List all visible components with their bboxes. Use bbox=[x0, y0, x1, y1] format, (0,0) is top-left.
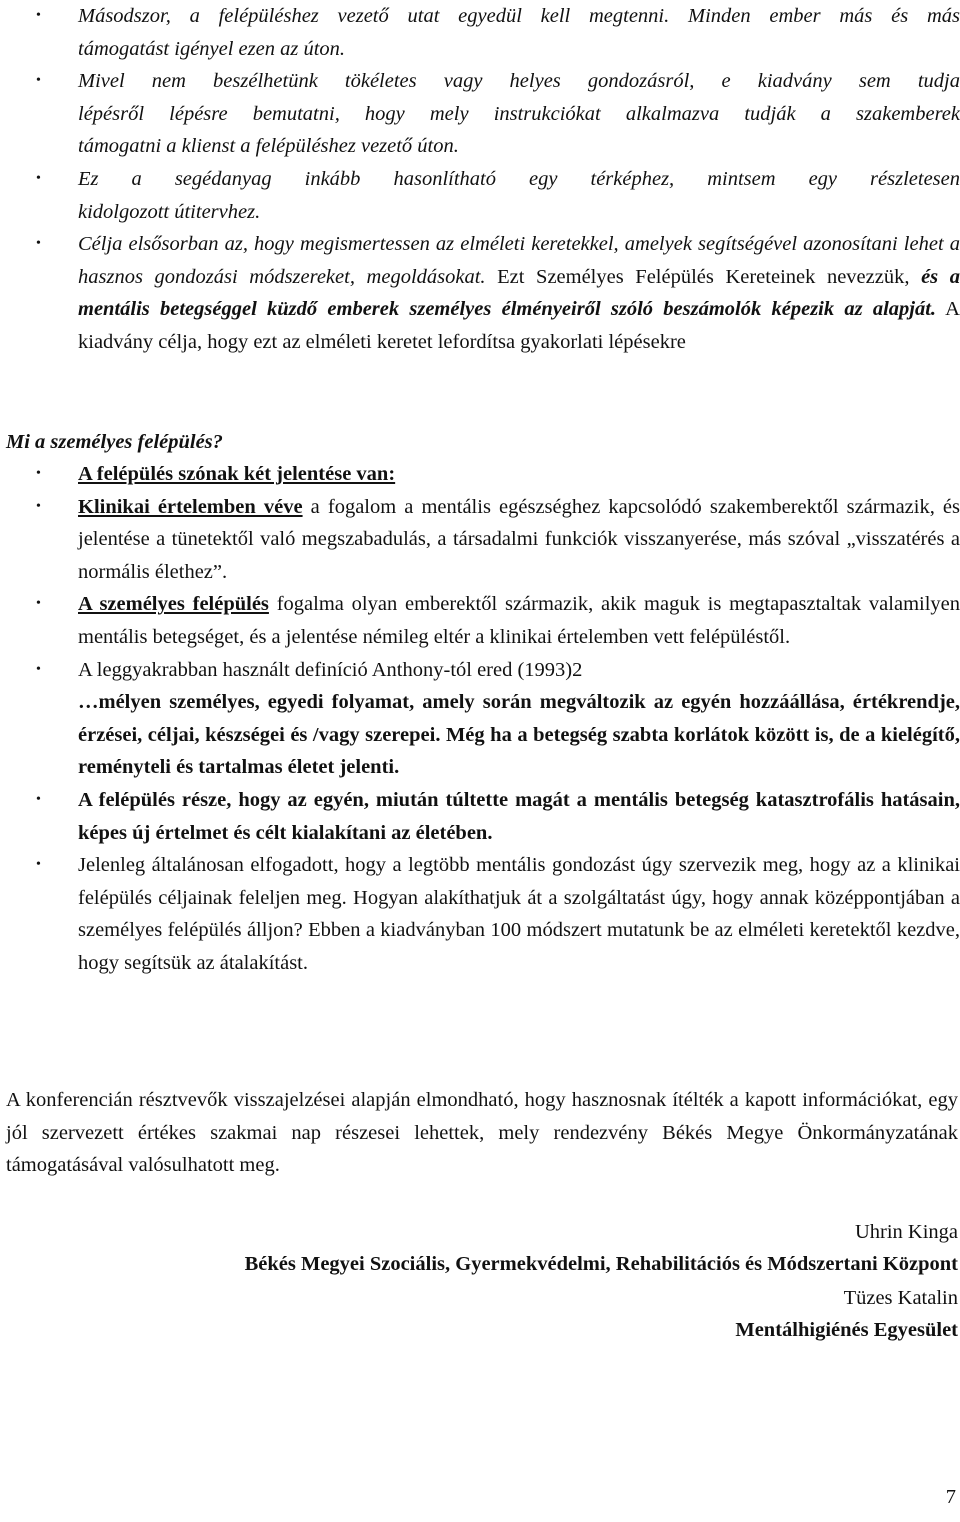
bullet-icon: • bbox=[36, 857, 41, 873]
list-item bbox=[0, 654, 960, 784]
list-item bbox=[0, 0, 960, 65]
bullet-icon: • bbox=[36, 498, 41, 514]
text-run: A kiadvány célja, hogy ezt az elméleti keretet lefordítsa gyakorlati lépésekre bbox=[78, 298, 960, 353]
list-item bbox=[0, 458, 960, 491]
text-run-bold: és a mentális betegséggel küzdő emberek személyes élményeiről szóló beszámolók képezik az alapját. bbox=[78, 265, 960, 321]
definition-bullet-list bbox=[0, 458, 960, 980]
text-run: a fogalom a mentális egészséghez kapcsolódó szakemberektől származik, és jelentése a tünetektől való megszabadulás, a társadalmi funkciók visszanyerése, más szóval „visszatérés a normális élethez”. bbox=[78, 495, 960, 583]
signature-name: Tüzes Katalin bbox=[843, 1287, 958, 1309]
list-item bbox=[0, 65, 960, 163]
bullet-icon: • bbox=[36, 791, 41, 807]
bullet-icon: • bbox=[36, 73, 41, 89]
intro-bullet-list bbox=[0, 0, 960, 359]
text-run: Ezt Személyes Felépülés Kereteinek nevezzük, bbox=[485, 265, 922, 288]
list-item bbox=[0, 491, 960, 589]
bullet-icon: • bbox=[36, 596, 41, 612]
text-line: Másodszor, a felépüléshez vezető utat egyedül kell megtenni. Minden ember más és más bbox=[78, 5, 960, 27]
text-line: lépésről lépésre bemutatni, hogy mely instrukciókat alkalmazva tudják a szakemberek bbox=[78, 102, 960, 125]
bullet-icon: • bbox=[36, 8, 41, 23]
signature-organization: Békés Megyei Szociális, Gyermekvédelmi, Rehabilitációs és Módszertani Központ bbox=[244, 1253, 958, 1275]
closing-paragraph: A konferencián résztvevők visszajelzései alapján elmondható, hogy hasznosnak ítélték a kapott információkat, egy jól szervezett értékes szakmai nap részesei lehettek, mely rendezvény Békés Megye Önkormányzatának támogatásával valósulhatott meg. bbox=[6, 1089, 958, 1177]
list-item bbox=[0, 784, 960, 849]
text-line: Mivel nem beszélhetünk tökéletes vagy helyes gondozásról, e kiadvány sem tudja bbox=[78, 70, 960, 93]
text-run: Célja elsősorban az, hogy megismertessen az elméleti keretekkel, amelyek segítségével azonosítani lehet a hasznos gondozási módszereket, megoldásokat. bbox=[78, 233, 960, 288]
text-run-bold: A felépülés szónak két jelentése van: bbox=[78, 463, 396, 485]
quote-text: …mélyen személyes, egyedi folyamat, amely során megváltozik az egyén hozzáállása, értékrendje, érzései, céljai, készségei és /vagy szerepei. Még ha a betegség szabta korlátok között is, de a kielégítő, reményteli és tartalmas életet jelenti. bbox=[78, 691, 960, 779]
text-line: támogatást igényel ezen az úton. bbox=[78, 37, 346, 60]
text-run: Jelenleg általánosan elfogadott, hogy a legtöbb mentális gondozást úgy szervezik meg, hogy az a klinikai felépülés céljainak feleljen meg. Hogyan alakíthatjuk át a szolgáltatást úgy, hogy annak középpontjában a személyes felépülés álljon? Ebben a kiadványban 100 módszert mutatunk be az elméleti keretektől kezdve, hogy segítsük az átalakítást. bbox=[78, 854, 960, 974]
list-item bbox=[0, 849, 960, 979]
bullet-icon: • bbox=[36, 466, 41, 481]
bullet-icon: • bbox=[36, 170, 41, 186]
bullet-icon: • bbox=[36, 236, 41, 252]
list-item bbox=[0, 228, 960, 358]
signature-organization: Mentálhigiénés Egyesület bbox=[735, 1319, 958, 1341]
bullet-icon: • bbox=[36, 661, 41, 677]
text-run: fogalma olyan emberektől származik, akik maguk is megtapasztaltak valamilyen mentális betegséget, és a jelentése némileg eltér a klinikai értelemben vett felépüléstől. bbox=[78, 593, 960, 648]
text-line: kidolgozott útitervhez. bbox=[78, 200, 261, 223]
text-run: A leggyakrabban használt definíció Anthony-tól ered (1993)2 bbox=[78, 658, 583, 681]
text-run-bold: A személyes felépülés bbox=[78, 593, 269, 616]
page-number: 7 bbox=[945, 1486, 956, 1508]
list-item bbox=[0, 163, 960, 228]
signature-name: Uhrin Kinga bbox=[854, 1221, 958, 1243]
text-line: támogatni a klienst a felépüléshez vezető úton. bbox=[78, 135, 459, 158]
text-run-bold: A felépülés része, hogy az egyén, miután túltette magát a mentális betegség katasztrofális hatásain, képes új értelmet és célt kialakítani az életében. bbox=[78, 788, 960, 844]
text-line: Ez a segédanyag inkább hasonlítható egy térképhez, mintsem egy részletesen bbox=[78, 167, 960, 190]
list-item bbox=[0, 588, 960, 653]
text-run-bold: Klinikai értelemben véve bbox=[78, 495, 303, 518]
section-heading: Mi a személyes felépülés? bbox=[6, 431, 223, 453]
